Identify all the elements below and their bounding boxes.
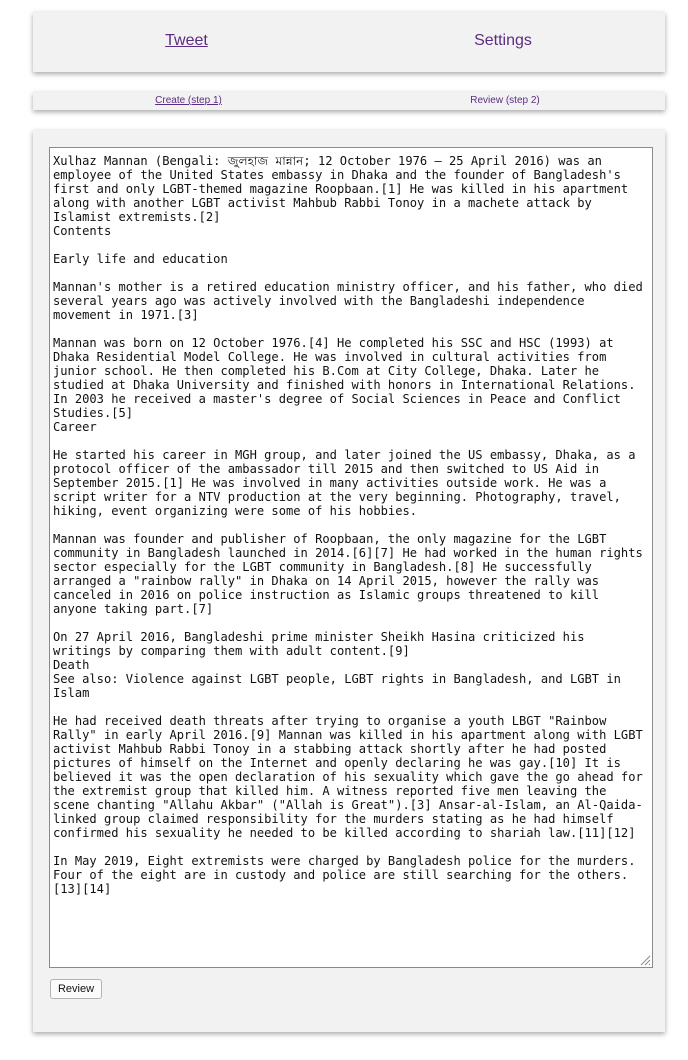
resize-grip-icon[interactable] — [639, 954, 651, 966]
editor-panel — [33, 130, 665, 1032]
step-nav — [33, 92, 665, 110]
top-nav — [33, 12, 665, 72]
editor-content[interactable]: Xulhaz Mannan (Bengali: জুলহাজ মান্নান; 12 October 1976 – 25 April 2016) was an employee of the United States embassy in Dhaka and the founder of Bangladesh's first and only LGBT-themed magazine Roopbaan.[1] He was killed in his apartment along with another LGBT activist Mahbub Rabbi Tonoy in a machete attack by Islamist extremists.[2] Contents Early life and education Mannan's mother is a retired education ministry officer, and his father, who died several years ago was actively involved with the Bangladeshi independence movement in 1971.[3] Mannan was born on 12 October 1976.[4] He completed his SSC and HSC (1993) at Dhaka Residential Model College. He was involved in cultural activities from junior school. He then completed his B.Com at City College, Dhaka. Later he studied at Dhaka University and finished with honors in International Relations. In 2003 he received a master's degree of Social Sciences in Peace and Conflict Studies.[5] Career He started his career in MGH group, and later joined the US embassy, Dhaka, as a protocol officer of the ambassador till 2015 and then switched to US Aid in September 2015.[1] He was involved in many activities outside work. He was a script writer for a NTV production at the very beginning. Photography, travel, hiking, event organizing were some of his hobbies. Mannan was founder and publisher of Roopbaan, the only magazine for the LGBT community in Bangladesh launched in 2014.[6][7] He had worked in the human rights sector especially for the LGBT community in Bangladesh.[8] He successfully arranged a "rainbow rally" in Dhaka on 14 April 2015, however the rally was canceled in 2016 on police instruction as Islamic groups threatened to kill anyone taking part.[7] On 27 April 2016, Bangladeshi prime minister Sheikh Hasina criticized his writings by comparing them with adult content.[9] Death See also: Violence against LGBT people, LGBT rights in Bangladesh, and LGBT in Islam He had received death threats after trying to organise a youth LBGT "Rainbow Rally" in early April 2016.[9] Mannan was killed in his apartment along with LGBT activist Mahbub Rabbi Tonoy in a stabbing attack shortly after he had posted pictures of himself on the Internet and openly declaring he was gay.[10] It is believed it was the open declaration of his sexuality which gave the go ahead for the extremist group that killed him. A witness reported five men leaving the scene chanting "Allahu Akbar" ("Allah is Great").[3] Ansar-al-Islam, an Al-Qaida-linked group claimed responsibility for the murders stating as he had himself confirmed his sexuality he needed to be killed according to shariah law.[11][12] In May 2019, Eight extremists were charged by Bangladesh police for the murders. Four of the eight are in custody and police are still searching for the others.[13][14] — [53, 154, 643, 896]
settings-link[interactable]: Settings — [474, 32, 532, 49]
tweet-link[interactable]: Tweet — [165, 32, 208, 49]
create-step-link[interactable]: Create (step 1) — [155, 95, 222, 106]
review-step-link[interactable]: Review (step 2) — [470, 95, 540, 106]
text-editor[interactable] — [49, 147, 653, 968]
review-button[interactable]: Review — [50, 979, 102, 999]
